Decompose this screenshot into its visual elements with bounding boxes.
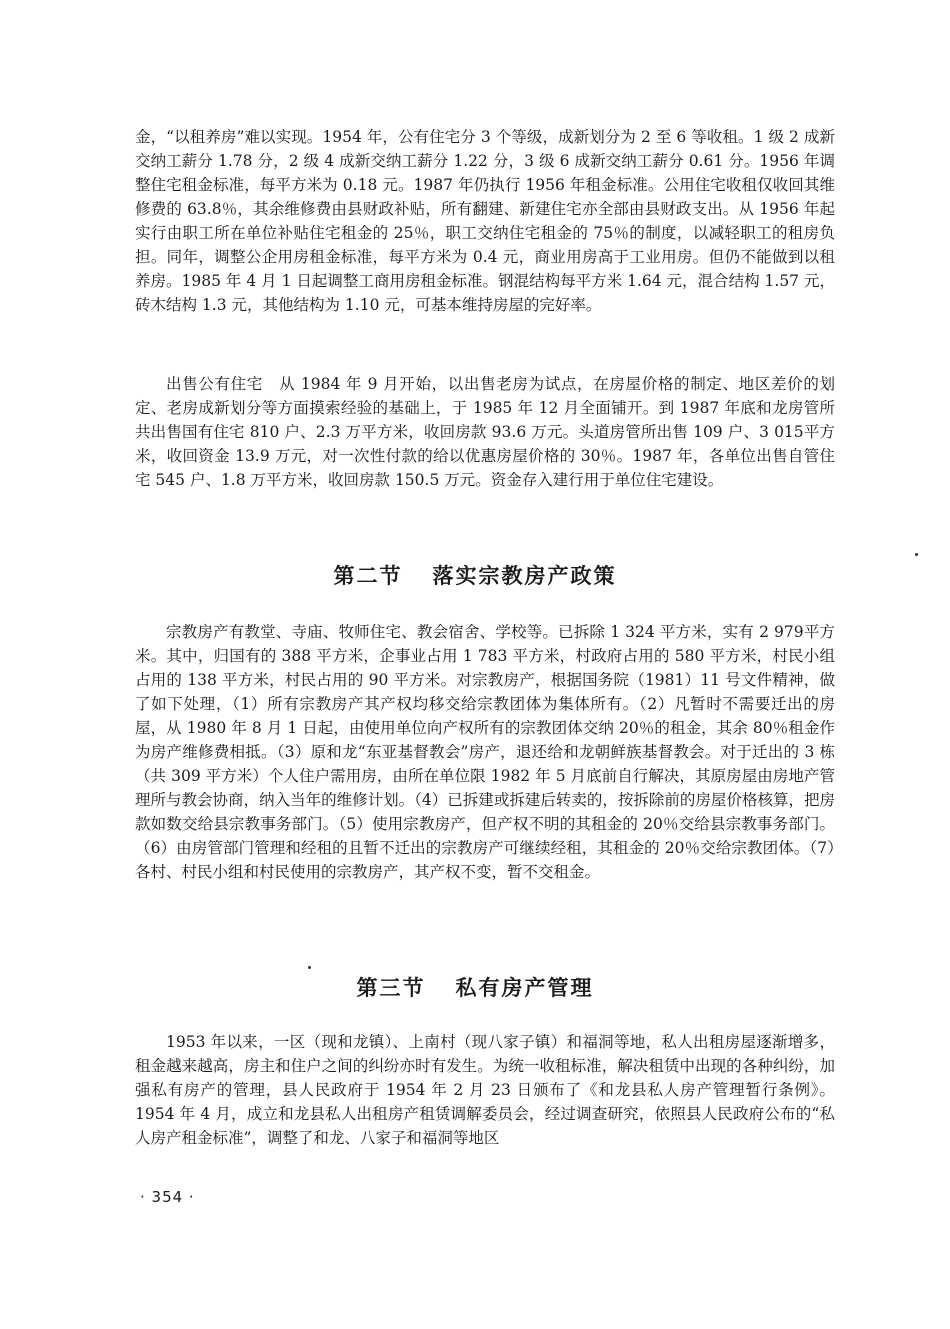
paragraph-rent-standards: 金，“以租养房”难以实现。1954 年，公有住宅分 3 个等级，成新划分为 2 至 6 等收租。1 级 2 成新交纳工薪分 1.78 分，2 级 4 成新交纳工薪分 1.22 分，3 级 6 成新交纳工薪分 0.61 分。1956 年调整住宅租金标准，每平方米为 0.18 元。1987 年仍执行 1956 年租金标准。公用住宅收租仅收回其维修费的 63.8％，其余维修费由县财政补贴，所有翻建、新建住宅亦全部由县财政支出。从 1956 年起实行由职工所在单位补贴住宅租金的 25％，职工交纳住宅租金的 75％的制度，以减轻职工的租房负担。同年，调整公企用房租金标准，每平方米为 0.4 元，商业用房高于工业用房。但仍不能做到以租养房。1985 年 4 月 1 日起调整工商用房租金标准。钢混结构每平方米 1.64 元，混合结构 1.57 元，砖木结构 1.3 元，其他结构为 1.10 元，可基本维持房屋的完好率。: [135, 128, 835, 314]
scan-speck: [308, 966, 311, 969]
section-number: 第二节: [333, 563, 403, 588]
paragraph-private-property: 1953 年以来，一区（现和龙镇）、上南村（现八家子镇）和福洞等地，私人出租房屋逐渐增多，租金越来越高，房主和住户之间的纠纷亦时有发生。为统一收租标准，解决租赁中出现的各种纠纷，加强私有房产的管理，县人民政府于 1954 年 2 月 23 日颁布了《和龙县私人房产管理暂行条例》。1954 年 4 月，成立和龙县私人出租房产租赁调解委员会，经过调查研究，依照县人民政府公布的“私人房产租金标准”，调整了和龙、八家子和福洞等地区: [135, 1033, 835, 1147]
section-heading-private-property: [0, 972, 950, 1002]
page-number: · 354 ·: [140, 1188, 195, 1206]
scan-speck: [915, 553, 918, 556]
section-number: 第三节: [356, 975, 426, 1000]
section-title: 私有房产管理: [455, 975, 594, 1000]
section-title: 落实宗教房产政策: [432, 563, 617, 588]
paragraph-sale-public-housing: 出售公有住宅 从 1984 年 9 月开始，以出售老房为试点，在房屋价格的制定、地区差价的划定、老房成新划分等方面摸索经验的基础上，于 1985 年 12 月全面铺开。到 1987 年底和龙房管所共出售国有住宅 810 户、2.3 万平方米，收回房款 93.6 万元。头道房管所出售 109 户、3 015平方米，收回资金 13.9 万元，对一次性付款的给以优惠房屋价格的 30％。1987 年，各单位出售自管住宅 545 户、1.8 万平方米，收回房款 150.5 万元。资金存入建行用于单位住宅建设。: [135, 375, 835, 489]
paragraph-religious-property: 宗教房产有教堂、寺庙、牧师住宅、教会宿舍、学校等。已拆除 1 324 平方米，实有 2 979平方米。其中，归国有的 388 平方米，企事业占用 1 783 平方米，村政府占用的 580 平方米，村民小组占用的 138 平方米，村民占用的 90 平方米。对宗教房产，根据国务院（1981）11 号文件精神，做了如下处理，（1）所有宗教房产其产权均移交给宗教团体为集体所有。（2）凡暂时不需要迁出的房屋，从 1980 年 8 月 1 日起，由使用单位向产权所有的宗教团体交纳 20％的租金，其余 80％租金作为房产维修费相抵。（3）原和龙“东亚基督教会”房产，退还给和龙朝鲜族基督教会。对于迁出的 3 栋（共 309 平方米）个人住户需用房，由所在单位限 1982 年 5 月底前自行解决，其原房屋由房地产管理所与教会协商，纳入当年的维修计划。（4）已拆建或拆建后转卖的，按拆除前的房屋价格核算，把房款如数交给县宗教事务部门。（5）使用宗教房产，但产权不明的其租金的 20％交给县宗教事务部门。（6）由房管部门管理和经租的且暂不迁出的宗教房产可继续经租，其租金的 20％交给宗教团体。（7）各村、村民小组和村民使用的宗教房产，其产权不变，暂不交租金。: [135, 623, 835, 881]
section-heading-religious-property: [0, 560, 950, 590]
